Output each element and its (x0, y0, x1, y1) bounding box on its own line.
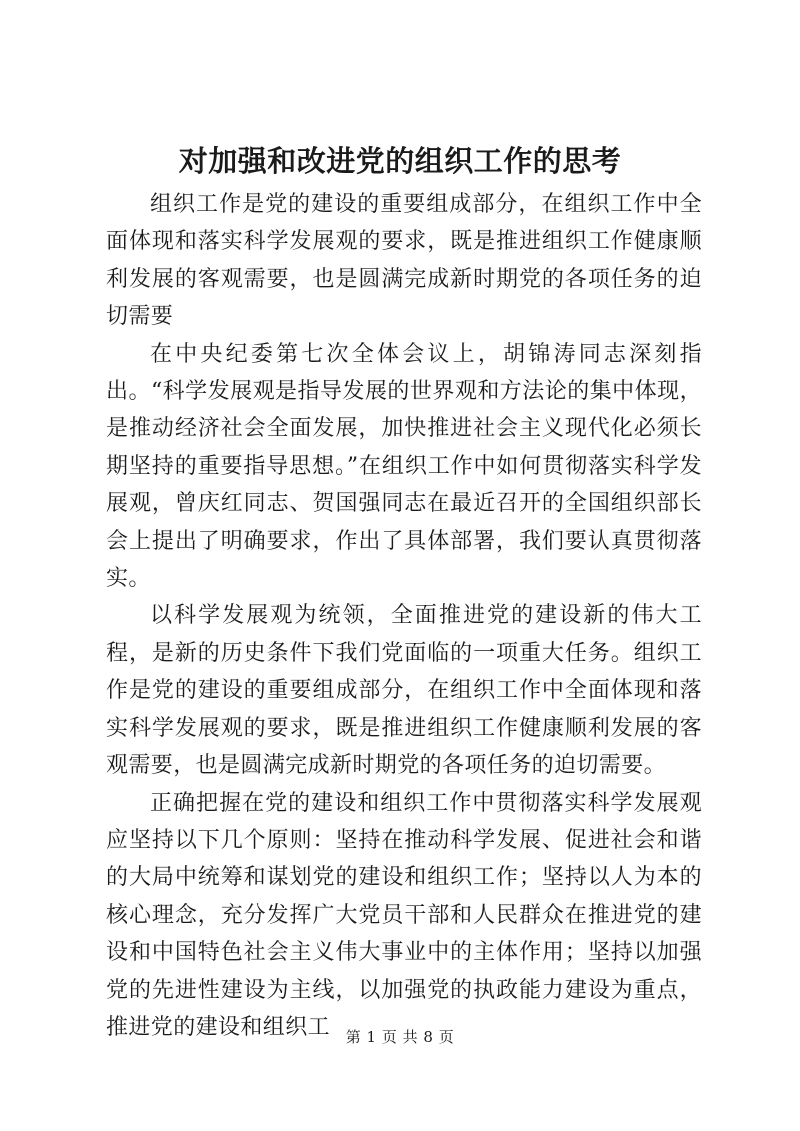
paragraph-2: 在中央纪委第七次全体会议上，胡锦涛同志深刻指出。“科学发展观是指导发展的世界观和方法论的集中体现，是推动经济社会全面发展，加快推进社会主义现代化必须长期坚持的重要指导思想。”在组织工作中如何贯彻落实科学发展观，曾庆红同志、贺国强同志在最近召开的全国组织部长会上提出了明确要求，作出了具体部署，我们要认真贯彻落实。 (106, 341, 702, 592)
paragraph-4: 正确把握在党的建设和组织工作中贯彻落实科学发展观应坚持以下几个原则：坚持在推动科学发展、促进社会和谐的大局中统筹和谋划党的建设和组织工作；坚持以人为本的核心理念，充分发挥广大党员干部和人民群众在推进党的建设和中国特色社会主义伟大事业中的主体作用；坚持以加强党的先进性建设为主线，以加强党的执政能力建设为重点，推进党的建设和组织工 (106, 790, 702, 1040)
document-body (106, 186, 702, 1046)
page-number-indicator: 第 1 页 共 8 页 (345, 1028, 455, 1046)
paragraph-1: 组织工作是党的建设的重要组成部分，在组织工作中全面体现和落实科学发展观的要求，既是推进组织工作健康顺利发展的客观需要，也是圆满完成新时期党的各项任务的迫切需要 (106, 192, 702, 330)
page-footer (0, 1027, 800, 1047)
document-title: 对加强和改进党的组织工作的思考 (178, 144, 622, 178)
paragraph-3: 以科学发展观为统领，全面推进党的建设新的伟大工程，是新的历史条件下我们党面临的一项重大任务。组织工作是党的建设的重要组成部分，在组织工作中全面体现和落实科学发展观的要求，既是推进组织工作健康顺利发展的客观需要，也是圆满完成新时期党的各项任务的迫切需要。 (106, 603, 702, 779)
